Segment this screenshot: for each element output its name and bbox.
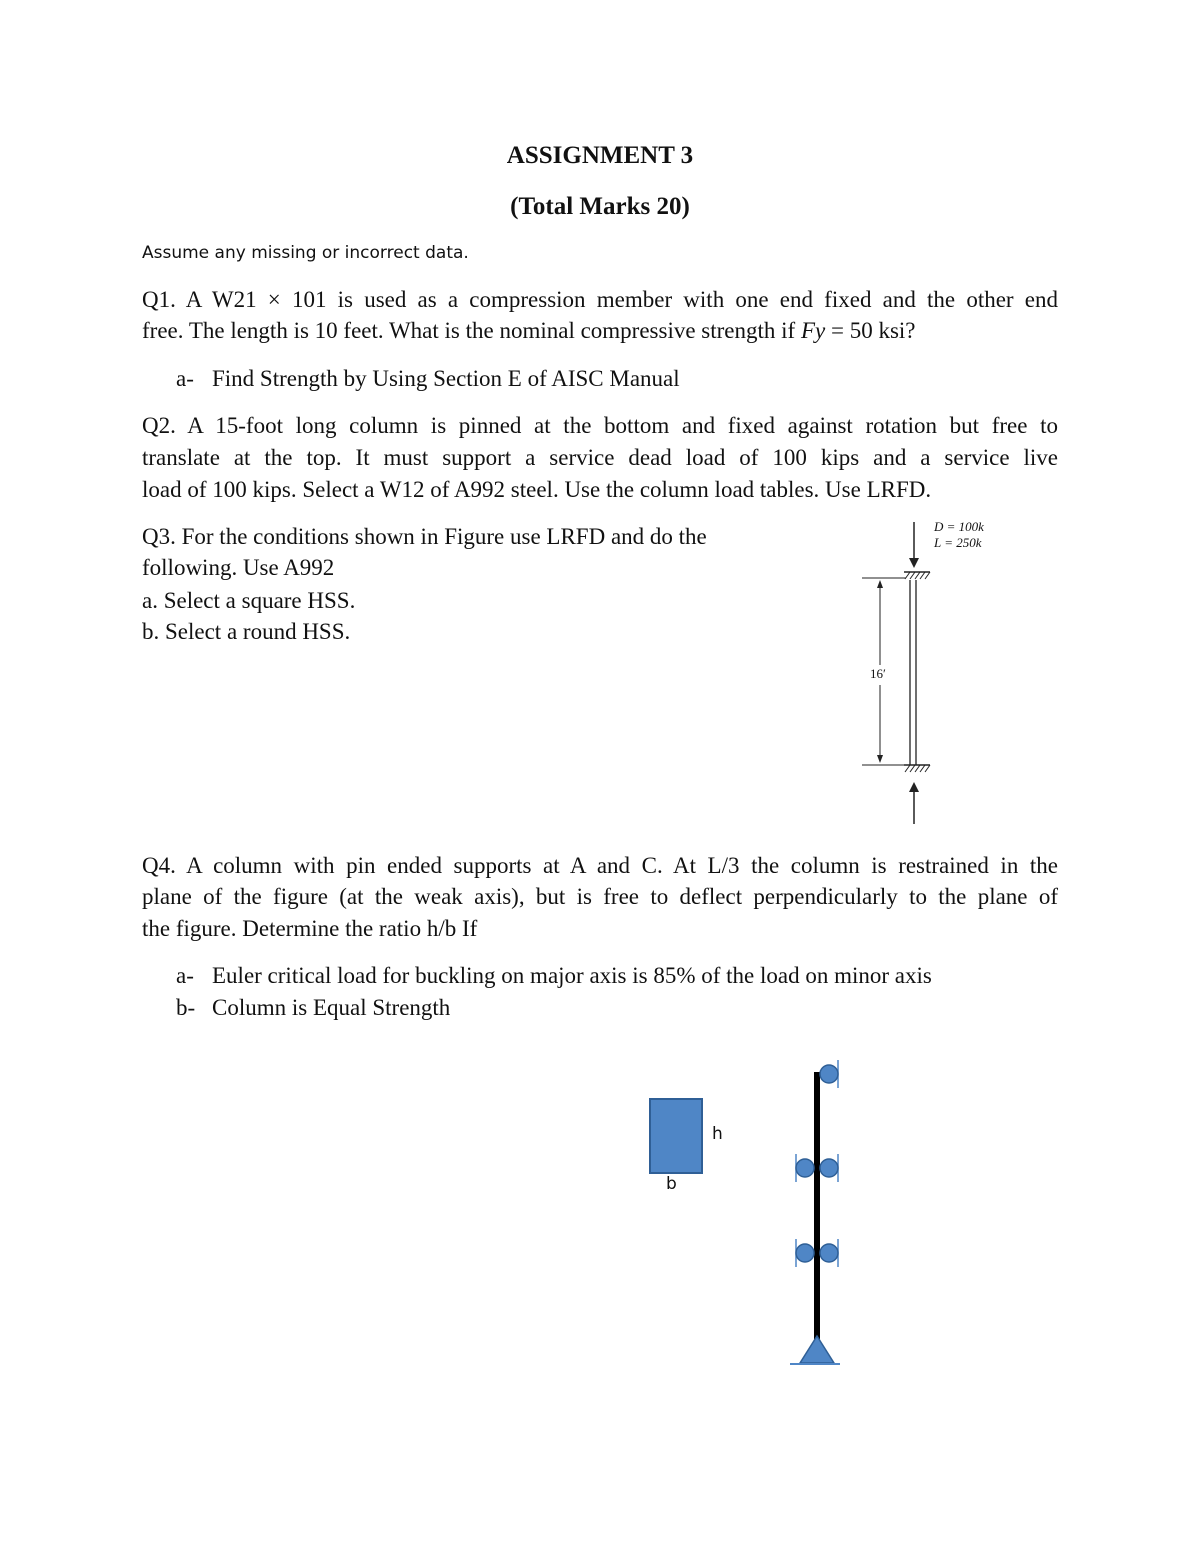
q1-item-a — [176, 363, 680, 395]
assumption-note: Assume any missing or incorrect data. — [142, 243, 469, 263]
q4-restraint-1-right-roller — [820, 1159, 838, 1177]
q2-line-1: Q2. A 15-foot long column is pinned at the bottom and fixed against rotation but free to — [142, 413, 1058, 438]
q1-var-fy: Fy — [800, 318, 826, 343]
q3-live-load-label: L = 250k — [934, 535, 982, 550]
q4-item-b — [176, 992, 1056, 1024]
q3-line-1: Q3. For the conditions shown in Figure use LRFD and do the — [142, 524, 707, 549]
q3-dim-arrow-top — [877, 580, 883, 588]
q3-load-arrow-head — [909, 558, 919, 568]
q4-item-b-marker: b- — [176, 995, 196, 1020]
q4-height-label: h — [712, 1124, 723, 1144]
q4-item-a — [176, 960, 1056, 992]
q4-restraint-2-left-roller — [796, 1244, 814, 1262]
q2-line-3: load of 100 kips. Select a W12 of A992 steel. Use the column load tables. Use LRFD. — [142, 477, 932, 502]
q1-line-2-pre: free. The length is 10 feet. What is the nominal compressive strength if — [142, 318, 801, 343]
q4-column — [814, 1072, 820, 1364]
q1-item-a-marker: a- — [176, 366, 194, 391]
q4-line-2: plane of the figure (at the weak axis), but is free to deflect perpendicularly to the plane of — [142, 884, 1058, 909]
q3-item-b: b. Select a round HSS. — [142, 619, 351, 644]
q3-bottom-support-hatch — [905, 765, 930, 772]
q3-length-label: 16′ — [870, 666, 886, 681]
q4-column-figure — [780, 1050, 860, 1370]
q1-item-a-text: Find Strength by Using Section E of AISC Manual — [212, 366, 680, 391]
q2-line-2: translate at the top. It must support a service dead load of 100 kips and a service live — [142, 445, 1058, 470]
q3-dead-load-label: D = 100k — [934, 519, 984, 534]
q4-line-3: the figure. Determine the ratio h/b If — [142, 916, 478, 941]
q3-item-a: a. Select a square HSS. — [142, 588, 356, 613]
total-marks: (Total Marks 20) — [510, 193, 690, 220]
q4-restraint-1-left-roller — [796, 1159, 814, 1177]
q1-line-2 — [142, 315, 1058, 347]
q4-line-1: Q4. A column with pin ended supports at A and C. At L/3 the column is restrained in the — [142, 853, 1058, 878]
q4-cross-section — [640, 1090, 710, 1185]
q1-line-1: Q1. A W21 × 101 is used as a compression member with one end fixed and the other end — [142, 287, 1058, 312]
q4-item-b-text: Column is Equal Strength — [212, 995, 451, 1020]
q4-width-label: b — [666, 1174, 677, 1194]
q4-restraint-2-right-roller — [820, 1244, 838, 1262]
q3-top-support-hatch — [905, 572, 930, 579]
q4-bottom-pin — [800, 1336, 834, 1363]
q1-line-2-post: = 50 ksi? — [825, 318, 916, 343]
q4-item-a-marker: a- — [176, 963, 194, 988]
q4-item-a-text: Euler critical load for buckling on major axis is 85% of the load on minor axis — [212, 963, 932, 988]
assignment-title: ASSIGNMENT 3 — [506, 142, 694, 169]
q3-line-2: following. Use A992 — [142, 555, 335, 580]
q3-dim-arrow-bottom — [877, 755, 883, 763]
q4-section-rect — [650, 1099, 702, 1173]
q4-top-roller — [820, 1065, 838, 1083]
